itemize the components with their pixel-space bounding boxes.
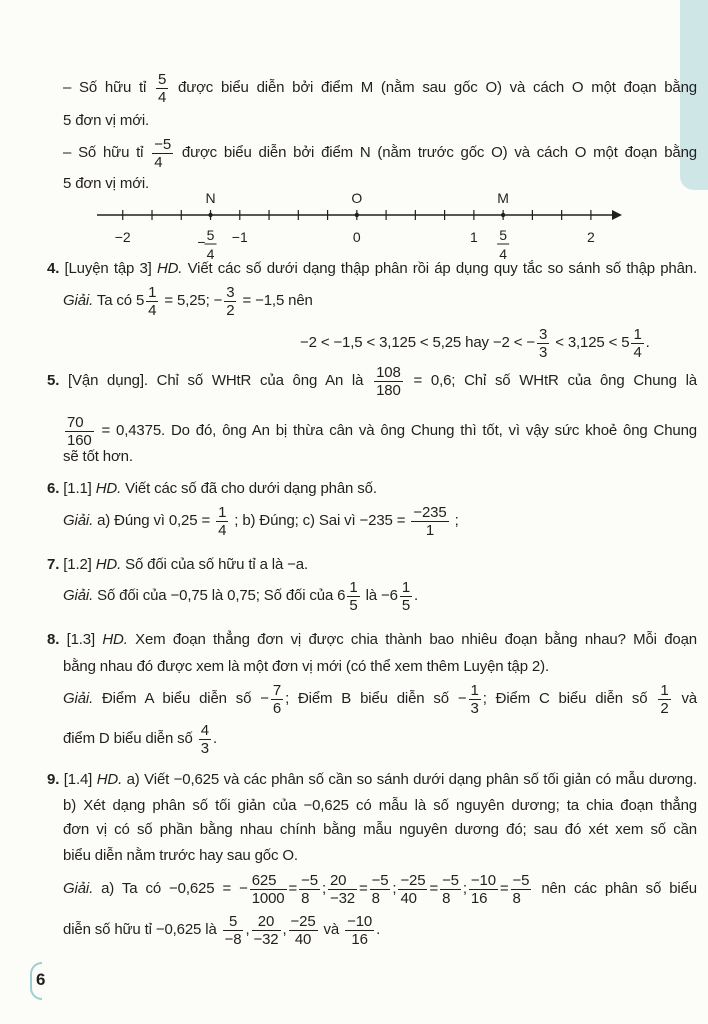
text: = — [429, 880, 439, 897]
text: [1.2] — [59, 556, 96, 573]
fraction — [526, 323, 551, 363]
text: . — [212, 730, 217, 747]
italic-label: HD. — [95, 556, 122, 573]
item-number: 9. — [47, 771, 60, 788]
fraction-stack — [469, 682, 481, 717]
tick-label: 0 — [352, 229, 361, 245]
numerator: −25 — [400, 871, 426, 889]
text: = 0,4375. Do đó, ông An bị thừa cân và ông Chung thì tốt, vì vậy sức khoẻ ông Chung — [95, 422, 697, 439]
numerator: 5 — [206, 227, 215, 243]
fraction — [150, 133, 175, 173]
point-marker — [355, 213, 359, 217]
fraction-sign: − — [526, 334, 535, 352]
fraction-stack — [345, 913, 374, 948]
numerator: 70 — [65, 414, 94, 432]
fraction-stack — [199, 722, 211, 757]
item-number: 8. — [47, 631, 60, 648]
text-line — [63, 68, 697, 108]
denominator: 2 — [226, 301, 235, 319]
text: [Vận dụng]. Chỉ số WHtR của ông An là — [59, 372, 373, 389]
fraction-stack — [328, 872, 357, 907]
numerator: 1 — [401, 578, 411, 596]
denominator: 16 — [470, 889, 488, 907]
numerator: −5 — [301, 871, 318, 889]
numerator: −25 — [290, 912, 316, 930]
text: ; — [450, 512, 459, 529]
fraction-stack — [370, 872, 391, 907]
numerator: 5 — [223, 913, 244, 931]
text: < 3,125 < — [551, 334, 622, 351]
fraction — [260, 679, 285, 719]
fraction — [458, 679, 483, 719]
denominator: 1000 — [251, 889, 285, 907]
fraction — [287, 910, 320, 950]
text: = 0,6; Chỉ số WHtR của ông Chung là — [404, 372, 697, 389]
numerator: 5 — [158, 70, 167, 88]
text: nên các phân số biểu — [533, 880, 697, 897]
text: Xem đoạn thẳng đơn vị được chia thành bao nhiêu đoạn bằng nhau? Mỗi đoạn — [127, 631, 697, 648]
denominator: 4 — [206, 246, 215, 262]
fraction — [221, 910, 246, 950]
numerator: −5 — [442, 871, 459, 889]
numerator: 1 — [218, 503, 227, 521]
fraction-stack — [398, 872, 427, 907]
italic-label: Giải. — [63, 292, 94, 309]
numerator: 5 — [499, 227, 508, 243]
fraction-stack — [216, 504, 228, 539]
numerator: 7 — [272, 681, 282, 699]
fraction — [381, 576, 414, 616]
fraction-stack — [631, 326, 643, 361]
fraction-stack — [252, 913, 281, 948]
denominator: 3 — [538, 343, 548, 361]
numerator: 1 — [633, 325, 642, 343]
text: . — [376, 921, 381, 938]
point-label: M — [497, 190, 509, 206]
fraction-stack — [250, 872, 287, 907]
tick-label: −1 — [231, 229, 248, 245]
fraction — [326, 869, 359, 909]
text-line — [63, 576, 418, 616]
text: và — [319, 921, 344, 938]
denominator: 2 — [660, 699, 669, 717]
text: 5 đơn vị mới. — [63, 175, 150, 192]
text: a) Ta có −0,625 = — [93, 880, 240, 897]
denominator: 8 — [301, 889, 310, 907]
denominator: −8 — [224, 930, 242, 948]
text-line — [63, 281, 313, 321]
denominator: 8 — [442, 889, 451, 907]
denominator: 4 — [154, 153, 163, 171]
fraction-sign: − — [213, 292, 223, 310]
text: Số đối của −0,75 là 0,75; Số đối của — [93, 587, 338, 604]
text: Viết các số dưới dạng thập phân rồi áp dụng quy tắc so sánh số thập phân. — [182, 260, 697, 277]
fraction — [197, 719, 213, 759]
text-line — [300, 323, 650, 363]
text: – Số hữu tỉ — [63, 144, 151, 161]
point-marker — [501, 213, 505, 217]
fraction-stack — [271, 682, 283, 717]
italic-label: HD. — [102, 631, 128, 648]
numerator: −5 — [512, 871, 530, 889]
text: Điểm A biểu diễn số — [93, 690, 261, 707]
text: ; b) Đúng; c) Sai vì −235 = — [230, 512, 410, 529]
fraction — [409, 501, 450, 541]
fraction-whole: 6 — [337, 587, 346, 605]
text: Ta có — [93, 292, 136, 309]
fraction — [337, 576, 361, 616]
text: [1.4] — [59, 771, 97, 788]
text: = 5,25; — [160, 292, 214, 309]
text-line — [63, 133, 697, 173]
tick-label: 1 — [469, 229, 478, 245]
denominator: −32 — [329, 889, 355, 907]
fraction-stack — [299, 872, 320, 907]
numerator: 20 — [252, 913, 281, 931]
fraction-stack — [224, 284, 236, 319]
denominator: 160 — [67, 431, 92, 449]
italic-label: Giải. — [63, 880, 94, 897]
numerator: 3 — [226, 283, 235, 301]
numerator: 1 — [660, 681, 669, 699]
text: Viết các số đã cho dưới dạng phân số. — [121, 480, 377, 497]
fraction — [509, 869, 534, 909]
text: được biểu diễn bởi điểm N (nằm trước gốc O) và cách O một đoạn bằng — [175, 144, 697, 161]
text-line — [63, 411, 697, 451]
denominator: 4 — [158, 88, 167, 106]
text: ; — [462, 880, 467, 897]
fraction — [250, 910, 283, 950]
text-line — [63, 910, 380, 950]
fraction — [621, 323, 645, 363]
text: biểu diễn nằm trước hay sau gốc O. — [63, 847, 298, 864]
fraction-stack — [289, 913, 318, 948]
italic-label: Giải. — [63, 512, 94, 529]
text: sẽ tốt hơn. — [63, 448, 133, 465]
text: = — [499, 880, 509, 897]
point-label: N — [205, 190, 216, 206]
fraction-stack — [469, 872, 498, 907]
text: . — [414, 587, 419, 604]
italic-label: Giải. — [63, 587, 94, 604]
fraction-sign: − — [239, 880, 248, 898]
fraction-stack — [658, 682, 670, 717]
item-number: 4. — [47, 260, 60, 277]
denominator: 3 — [470, 699, 479, 717]
numerator: 1 — [148, 283, 157, 301]
fraction — [467, 869, 500, 909]
text-line — [63, 719, 217, 759]
denominator: 4 — [218, 521, 227, 539]
numerator: 20 — [328, 872, 357, 890]
text: là — [361, 587, 381, 604]
text: [1.3] — [59, 631, 103, 648]
text-line — [63, 869, 697, 909]
text: ; Điểm C biểu diễn số — [482, 690, 657, 707]
fraction-whole: 5 — [135, 292, 145, 310]
tick-label: 2 — [587, 229, 595, 245]
text: . — [645, 334, 650, 351]
numerator: 3 — [538, 325, 548, 343]
denominator: 40 — [294, 930, 312, 948]
fraction — [372, 361, 405, 401]
text: a) Đúng vì 0,25 = — [93, 512, 215, 529]
fraction — [239, 869, 288, 909]
text: Số đối của số hữu tỉ a là −a. — [121, 556, 309, 573]
fraction — [214, 281, 239, 321]
italic-label: Giải. — [63, 690, 94, 707]
item-number: 5. — [47, 372, 60, 389]
numerator: −10 — [347, 912, 373, 930]
denominator: 4 — [499, 246, 508, 262]
text: [1.1] — [59, 480, 96, 497]
text: b) Xét dạng phân số tối giản của −0,625 có mẫu là số nguyên dương; ta chia đoạn thẳng — [63, 797, 697, 814]
fraction-stack — [146, 284, 158, 319]
text: điểm D biểu diễn số — [63, 730, 197, 747]
denominator: 180 — [376, 381, 401, 399]
italic-label: HD. — [96, 771, 123, 788]
fraction-stack — [223, 913, 244, 948]
fraction-stack — [152, 136, 173, 171]
text: bằng nhau đó được xem là một đơn vị mới (có thể xem thêm Luyện tập 2). — [63, 658, 549, 675]
fraction-stack — [156, 71, 168, 106]
denominator: 5 — [401, 596, 411, 614]
fraction — [154, 68, 170, 108]
fraction-stack — [411, 504, 448, 539]
denominator: 4 — [633, 343, 642, 361]
point-marker — [208, 213, 212, 217]
text: ; Điểm B biểu diễn số — [285, 690, 458, 707]
text-line — [47, 361, 697, 401]
fraction-sign: − — [457, 690, 467, 708]
numerator: 625 — [250, 872, 287, 890]
fraction-whole: 5 — [621, 334, 630, 352]
fraction — [438, 869, 463, 909]
text: được biểu diễn bởi điểm M (nằm sau gốc O) và cách O một đoạn bằng — [170, 79, 697, 96]
fraction-stack — [347, 579, 359, 614]
text-line — [63, 679, 697, 719]
denominator: −32 — [253, 930, 279, 948]
text: 5 đơn vị mới. — [63, 112, 150, 129]
denominator: 16 — [351, 930, 368, 948]
fraction-whole: −6 — [381, 587, 398, 605]
text: đơn vị có số phần bằng nhau chính bằng mẫu nguyên dương đó; sau đó xét xem số cần — [63, 821, 697, 838]
text: −2 < −1,5 < 3,125 < 5,25 hay −2 < — [300, 334, 527, 351]
item-number: 7. — [47, 556, 60, 573]
fraction-stack — [400, 579, 412, 614]
denominator: 1 — [425, 521, 435, 539]
numerator: 108 — [376, 363, 401, 381]
denominator: 4 — [148, 301, 157, 319]
fraction — [214, 501, 230, 541]
denominator: 40 — [400, 889, 417, 907]
numerator: 1 — [349, 578, 358, 596]
text: , — [245, 921, 250, 938]
text: [Luyện tập 3] — [59, 260, 157, 277]
fraction — [136, 281, 160, 321]
denominator: 8 — [512, 889, 521, 907]
text: , — [282, 921, 287, 938]
text: = — [358, 880, 368, 897]
text: = — [288, 880, 298, 897]
item-number: 6. — [47, 480, 60, 497]
text-line — [63, 501, 459, 541]
fraction-stack — [537, 326, 549, 361]
tick-label: −2 — [114, 229, 131, 245]
numerator: −5 — [154, 135, 172, 153]
denominator: 5 — [349, 596, 358, 614]
fraction-stack — [511, 872, 532, 907]
text: – Số hữu tỉ — [63, 79, 155, 96]
fraction-sign: − — [260, 690, 269, 708]
fraction — [368, 869, 393, 909]
text: = −1,5 nên — [238, 292, 313, 309]
text: a) Viết −0,625 và các phân số cần so sánh dưới dạng phân số tối giản có mẫu dương. — [122, 771, 697, 788]
numerator: −5 — [371, 871, 389, 889]
page-number: 6 — [36, 970, 46, 989]
point-label: O — [351, 190, 363, 206]
numerator: −10 — [470, 871, 496, 889]
fraction — [343, 910, 376, 950]
fraction-sign: − — [197, 234, 206, 250]
numerator: −235 — [413, 503, 447, 521]
axis-arrow-icon — [612, 210, 622, 220]
italic-label: HD. — [156, 260, 183, 277]
fraction — [297, 869, 322, 909]
numerator: 1 — [470, 681, 479, 699]
fraction — [656, 679, 672, 719]
text: ; — [321, 880, 326, 897]
text: và — [672, 690, 697, 707]
number-line — [0, 190, 708, 270]
denominator: 3 — [200, 739, 209, 757]
text: ; — [392, 880, 397, 897]
denominator: 6 — [272, 699, 282, 717]
fraction-stack — [440, 872, 461, 907]
denominator: 8 — [371, 889, 380, 907]
italic-label: HD. — [95, 480, 122, 497]
numerator: 4 — [200, 721, 209, 739]
text: diễn số hữu tỉ −0,625 là — [63, 921, 221, 938]
fraction — [396, 869, 429, 909]
fraction-stack — [374, 364, 403, 399]
